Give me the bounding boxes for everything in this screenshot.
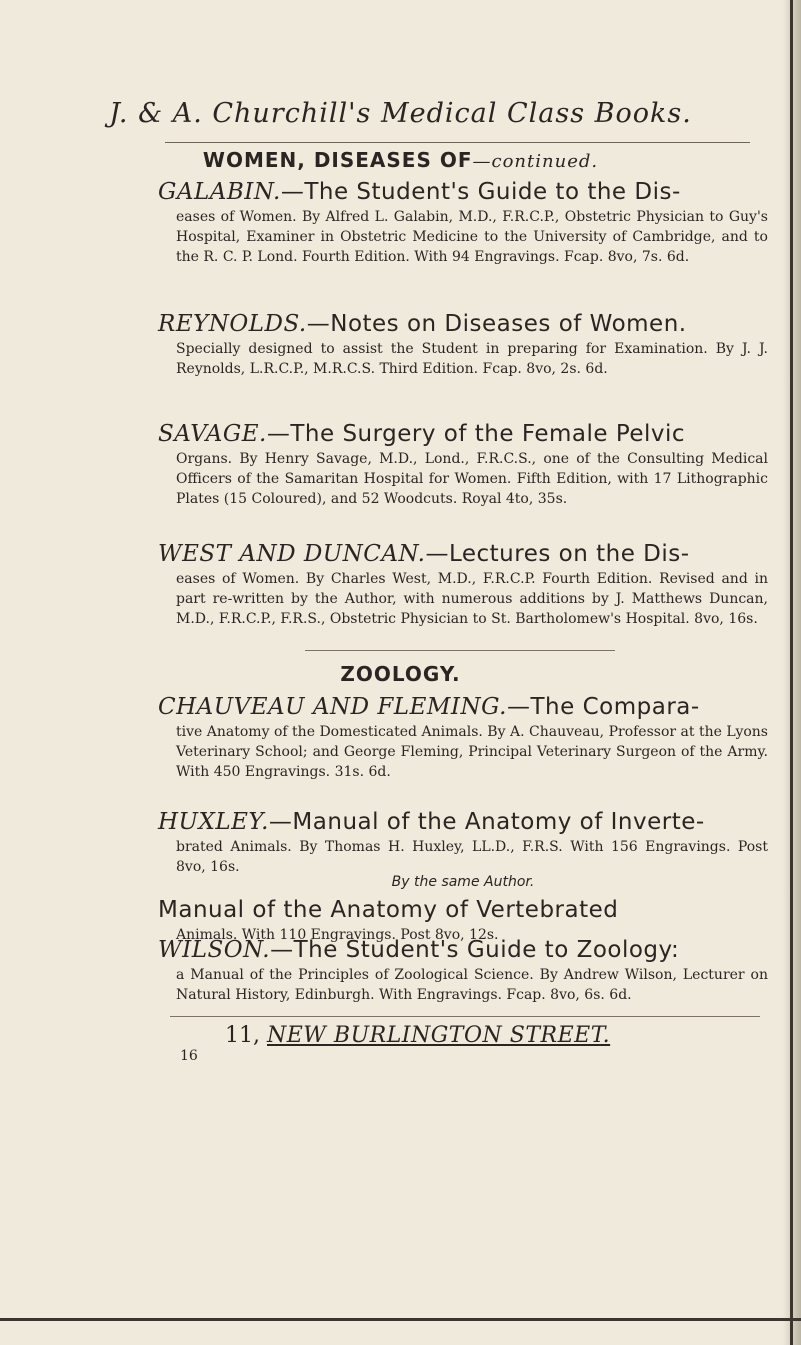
section-heading-text: WOMEN, DISEASES OF <box>202 148 473 172</box>
entry-title: Manual of the Anatomy of Vertebrated <box>158 897 619 923</box>
page-header: J. & A. Churchill's Medical Class Books. <box>109 98 692 129</box>
entry-title-line <box>158 310 768 339</box>
entry-title-line <box>158 420 768 449</box>
entry-description: a Manual of the Principles of Zoological Science. By Andrew Wilson, Lecturer on Natural History, Edinburgh. With Engravings. Fcap. 8vo, 6s. 6d. <box>176 967 768 1003</box>
section-heading-zoology <box>0 662 801 686</box>
entry-title: —The Student's Guide to the Dis- <box>280 179 681 205</box>
entry-galabin <box>158 178 768 267</box>
entry-huxley <box>158 808 768 877</box>
entry-author: CHAUVEAU AND FLEMING. <box>158 694 507 720</box>
entry-description: brated Animals. By Thomas H. Huxley, LL.D., F.R.S. With 156 Engravings. Post 8vo, 16s. <box>176 839 768 875</box>
entry-author: WILSON. <box>158 937 271 963</box>
entry-description: eases of Women. By Charles West, M.D., F.R.C.P. Fourth Edition. Revised and in part re-written by the Author, with numerous additions by J. Matthews Duncan, M.D., F.R.C.P., F.R.S., Obstetric Physician to St. Bartholomew's Hospital. 8vo, 16s. <box>176 571 768 627</box>
entry-chauveau-fleming <box>158 693 768 782</box>
entry-west-duncan <box>158 540 768 629</box>
entry-title: —Manual of the Anatomy of Inverte- <box>268 809 705 835</box>
entry-title-line <box>158 936 768 965</box>
entry-savage <box>158 420 768 509</box>
entry-author: SAVAGE. <box>158 421 267 447</box>
entry-title-line <box>158 178 768 207</box>
entry-title-line <box>158 693 768 722</box>
page-bottom-line <box>0 1318 801 1321</box>
page-number: 16 <box>180 1048 198 1064</box>
entry-title: —Notes on Diseases of Women. <box>306 311 687 337</box>
entry-description: Animals. With 110 Engravings. Post 8vo, 12s. <box>176 927 499 943</box>
footer-rule <box>170 1016 760 1017</box>
section-divider <box>305 650 615 651</box>
entry-author: REYNOLDS. <box>158 311 307 337</box>
section-continued: —continued. <box>472 151 599 172</box>
entry-wilson <box>158 936 768 1005</box>
entry-title-line <box>158 896 768 925</box>
entry-author: WEST AND DUNCAN. <box>158 541 426 567</box>
entry-description: tive Anatomy of the Domesticated Animals. By A. Chauveau, Professor at the Lyons Veterinary School; and George Fleming, Principal Veterinary Surgeon of the Army. With 450 Engravings. 31s. 6d. <box>176 724 768 780</box>
entry-title: —Lectures on the Dis- <box>425 541 690 567</box>
entry-title: —The Compara- <box>507 694 700 720</box>
address-number: 11, <box>225 1023 260 1048</box>
entry-title-line <box>158 540 768 569</box>
by-same-author-line: By the same Author. <box>391 874 535 890</box>
entry-description: Organs. By Henry Savage, M.D., Lond., F.R.C.S., one of the Consulting Medical Officers of the Samaritan Hospital for Women. Fifth Edition, with 17 Lithographic Plates (15 Coloured), and 52 Woodcuts. Royal 4to, 35s. <box>176 451 768 507</box>
entry-author: GALABIN. <box>158 179 281 205</box>
entry-author: HUXLEY. <box>158 809 269 835</box>
section-heading-text: ZOOLOGY. <box>340 662 461 686</box>
entry-description: Specially designed to assist the Student in preparing for Examination. By J. J. Reynolds, L.R.C.P., M.R.C.S. Third Edition. Fcap. 8vo, 2s. 6d. <box>176 341 768 377</box>
section-heading-women <box>0 148 801 172</box>
entry-title: —The Student's Guide to Zoology: <box>270 937 680 963</box>
header-rule <box>165 142 750 143</box>
entry-title-line <box>158 808 768 837</box>
entry-reynolds <box>158 310 768 379</box>
entry-same-author <box>158 874 768 945</box>
entry-description: eases of Women. By Alfred L. Galabin, M.D., F.R.C.P., Obstetric Physician to Guy's Hospital, Examiner in Obstetric Medicine to the University of Cambridge, and to the R. C. P. Lond. Fourth Edition. With 94 Engravings. Fcap. 8vo, 7s. 6d. <box>176 209 768 265</box>
address-street: NEW BURLINGTON STREET. <box>267 1023 611 1048</box>
publisher-address <box>225 1023 610 1048</box>
entry-title: —The Surgery of the Female Pelvic <box>266 421 686 447</box>
